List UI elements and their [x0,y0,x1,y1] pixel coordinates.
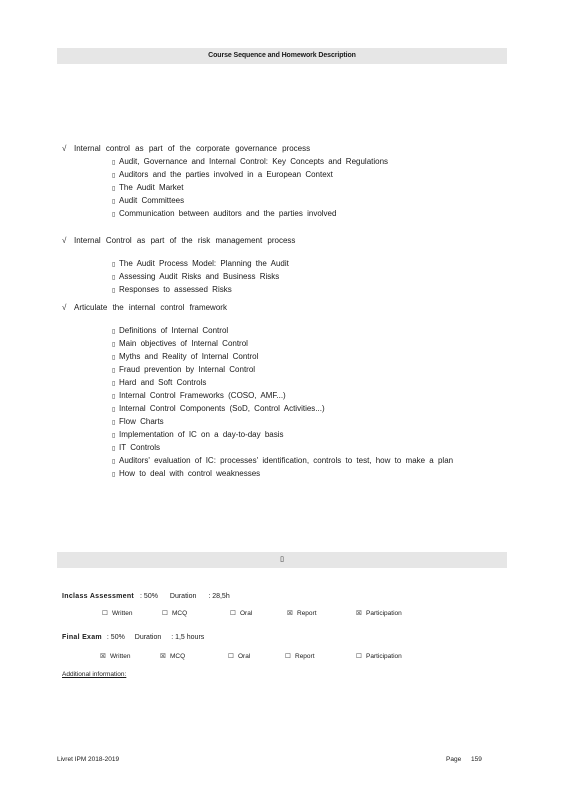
inclass-weight: : 50% [140,593,158,600]
checkbox-icon[interactable]: ☐ [356,653,362,660]
bullet-icon: ▯ [112,420,116,426]
bullet-icon: ▯ [112,472,116,478]
section-heading [62,236,295,246]
bullet-icon: ▯ [112,355,116,361]
checkbox-icon[interactable]: ☐ [162,610,168,617]
section-heading [62,144,310,154]
check-icon: √ [62,236,67,245]
list-item: ▯ Communication between auditors and the parties involved [112,208,388,221]
page-number: 159 [471,756,482,763]
list-item: ▯ Implementation of IC on a day-to-day basis [112,429,453,442]
bullet-icon: ▯ [112,160,116,166]
bullet-icon: ▯ [112,275,116,281]
bullet-icon: ▯ [112,186,116,192]
section-title: Internal control as part of the corporate governance process [74,144,311,153]
final-option-mcq[interactable]: ☒ MCQ [160,653,186,660]
list-item: ▯ Internal Control Frameworks (COSO, AMF...) [112,390,453,403]
section-heading [62,303,227,313]
list-item: ▯ Hard and Soft Controls [112,377,453,390]
list-item: ▯ Responses to assessed Risks [112,284,289,297]
bullet-icon: ▯ [112,173,116,179]
check-icon: √ [62,144,67,153]
bullet-icon: ▯ [112,199,116,205]
final-option-oral[interactable]: ☐ Oral [228,653,251,660]
bullet-icon: ▯ [112,433,116,439]
bullet-icon: ▯ [112,262,116,268]
list-item: ▯ Audit Committees [112,195,388,208]
list-item: ▯ The Audit Market [112,182,388,195]
bullet-icon: ▯ [112,446,116,452]
section-items [112,156,388,221]
final-weight: : 50% [106,634,125,641]
page-title: Course Sequence and Homework Description [208,52,356,59]
inclass-duration-value: : 28,5h [208,593,230,600]
list-item: ▯ Myths and Reality of Internal Control [112,351,453,364]
list-item: ▯ Main objectives of Internal Control [112,338,453,351]
inclass-label: Inclass Assessment [62,593,135,600]
final-option-written[interactable]: ☒ Written [100,653,131,660]
checkbox-icon[interactable]: ☒ [287,610,293,617]
list-item: ▯ How to deal with control weaknesses [112,468,453,481]
checkbox-icon[interactable]: ☒ [356,610,362,617]
final-option-participation[interactable]: ☐ Participation [356,653,402,660]
bullet-icon: ▯ [112,329,116,335]
inclass-option-oral[interactable]: ☐ Oral [230,610,253,617]
bullet-icon: ▯ [112,394,116,400]
title-bar [57,48,507,64]
inclass-assessment-row [62,593,230,600]
footer-left: Livret IPM 2018-2019 [57,756,120,763]
inclass-option-written[interactable]: ☐ Written [102,610,133,617]
checkbox-icon[interactable]: ☐ [285,653,291,660]
bullet-icon: ▯ [112,407,116,413]
list-item: ▯ Auditors' evaluation of IC: processes' identification, controls to test, how to make a plan [112,455,453,468]
bullet-icon: ▯ [112,288,116,294]
additional-information-label: Additional information: [62,671,127,678]
check-icon: √ [62,303,67,312]
bullet-icon: ▯ [112,342,116,348]
footer-page [446,756,482,763]
bullet-icon: ▯ [112,459,116,465]
list-item: ▯ The Audit Process Model: Planning the Audit [112,258,289,271]
list-item: ▯ Assessing Audit Risks and Business Risks [112,271,289,284]
inclass-option-mcq[interactable]: ☐ MCQ [162,610,188,617]
bullet-icon: ▯ [280,556,284,563]
list-item: ▯ Flow Charts [112,416,453,429]
bullet-icon: ▯ [112,368,116,374]
checkbox-icon[interactable]: ☒ [100,653,106,660]
final-exam-row [62,634,204,641]
separator-bar [57,552,507,568]
final-label: Final Exam [62,634,102,641]
final-duration-label: Duration [134,634,162,641]
section-items [112,258,289,297]
list-item: ▯ Audit, Governance and Internal Control: Key Concepts and Regulations [112,156,388,169]
final-duration-value: : 1,5 hours [171,634,205,641]
bullet-icon: ▯ [112,212,116,218]
section-items [112,325,453,481]
checkbox-icon[interactable]: ☐ [228,653,234,660]
final-option-report[interactable]: ☐ Report [285,653,315,660]
checkbox-icon[interactable]: ☐ [102,610,108,617]
checkbox-icon[interactable]: ☐ [230,610,236,617]
section-title: Internal Control as part of the risk management process [74,236,296,245]
bullet-icon: ▯ [112,381,116,387]
checkbox-icon[interactable]: ☒ [160,653,166,660]
inclass-option-participation[interactable]: ☒ Participation [356,610,402,617]
list-item: ▯ Fraud prevention by Internal Control [112,364,453,377]
list-item: ▯ Auditors and the parties involved in a European Context [112,169,388,182]
inclass-duration-label: Duration [169,593,197,600]
list-item: ▯ Internal Control Components (SoD, Control Activities...) [112,403,453,416]
page-label: Page [446,756,462,763]
section-title: Articulate the internal control framework [74,303,227,312]
list-item: ▯ Definitions of Internal Control [112,325,453,338]
inclass-option-report[interactable]: ☒ Report [287,610,317,617]
list-item: ▯ IT Controls [112,442,453,455]
